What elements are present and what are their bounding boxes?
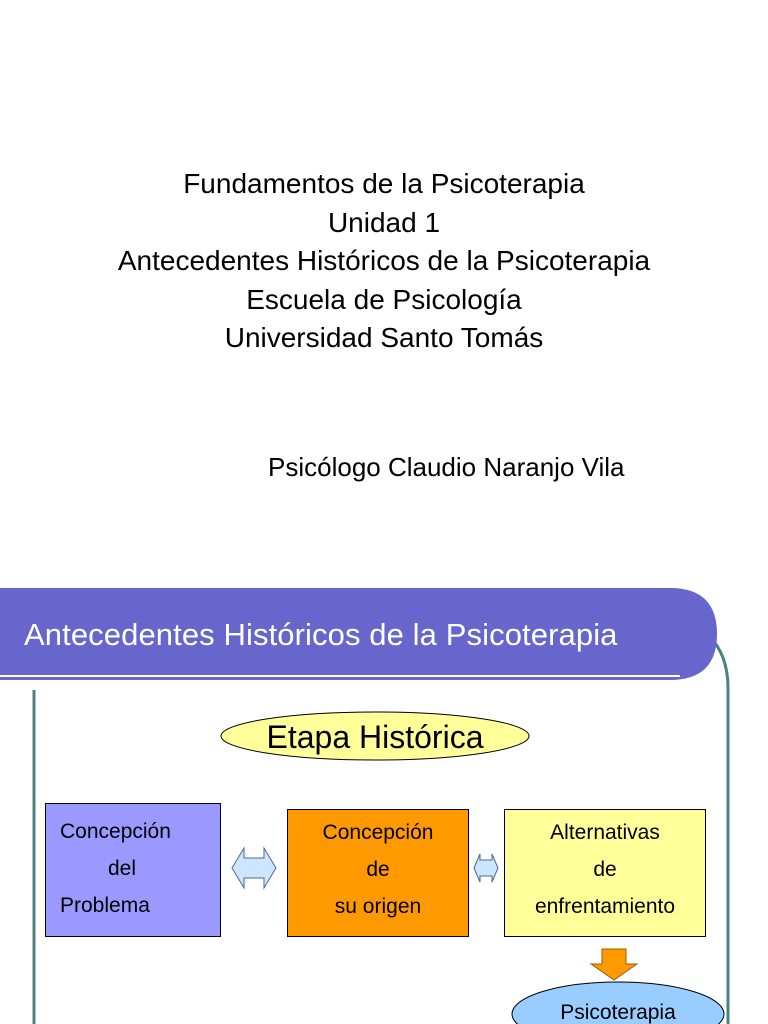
box-line: su origen [334, 895, 422, 918]
title-slide-text [0, 165, 768, 358]
box-concepcion-origen [287, 809, 469, 937]
psicoterapia-label: Psicoterapia [560, 1001, 676, 1024]
school-name: Escuela de Psicología [246, 283, 522, 315]
box-alternativas-enfrentamiento [504, 809, 706, 937]
box-concepcion-problema [45, 803, 221, 937]
box-line: Concepción [322, 821, 434, 844]
box-line: del [108, 857, 137, 880]
unit-subtitle: Antecedentes Históricos de la Psicoterapia [117, 245, 651, 276]
author-name: Psicólogo Claudio Naranjo Vila [268, 452, 625, 482]
down-arrow [591, 949, 637, 980]
slide-header-title: Antecedentes Históricos de la Psicoterapia [24, 617, 618, 652]
box-line: de [366, 858, 390, 881]
box-line: Alternativas [550, 821, 660, 844]
box-line: Concepción [60, 820, 171, 843]
box-line: enfrentamiento [534, 895, 676, 918]
double-arrow-left [232, 848, 276, 888]
university-name: Universidad Santo Tomás [224, 322, 544, 353]
unit-title: Unidad 1 [327, 206, 441, 238]
double-arrow-right [474, 854, 498, 882]
box-line: de [593, 858, 617, 881]
box-line: Problema [60, 894, 150, 917]
etapa-historica-label: Etapa Histórica [266, 719, 484, 755]
course-title: Fundamentos de la Psicoterapia [183, 168, 585, 199]
